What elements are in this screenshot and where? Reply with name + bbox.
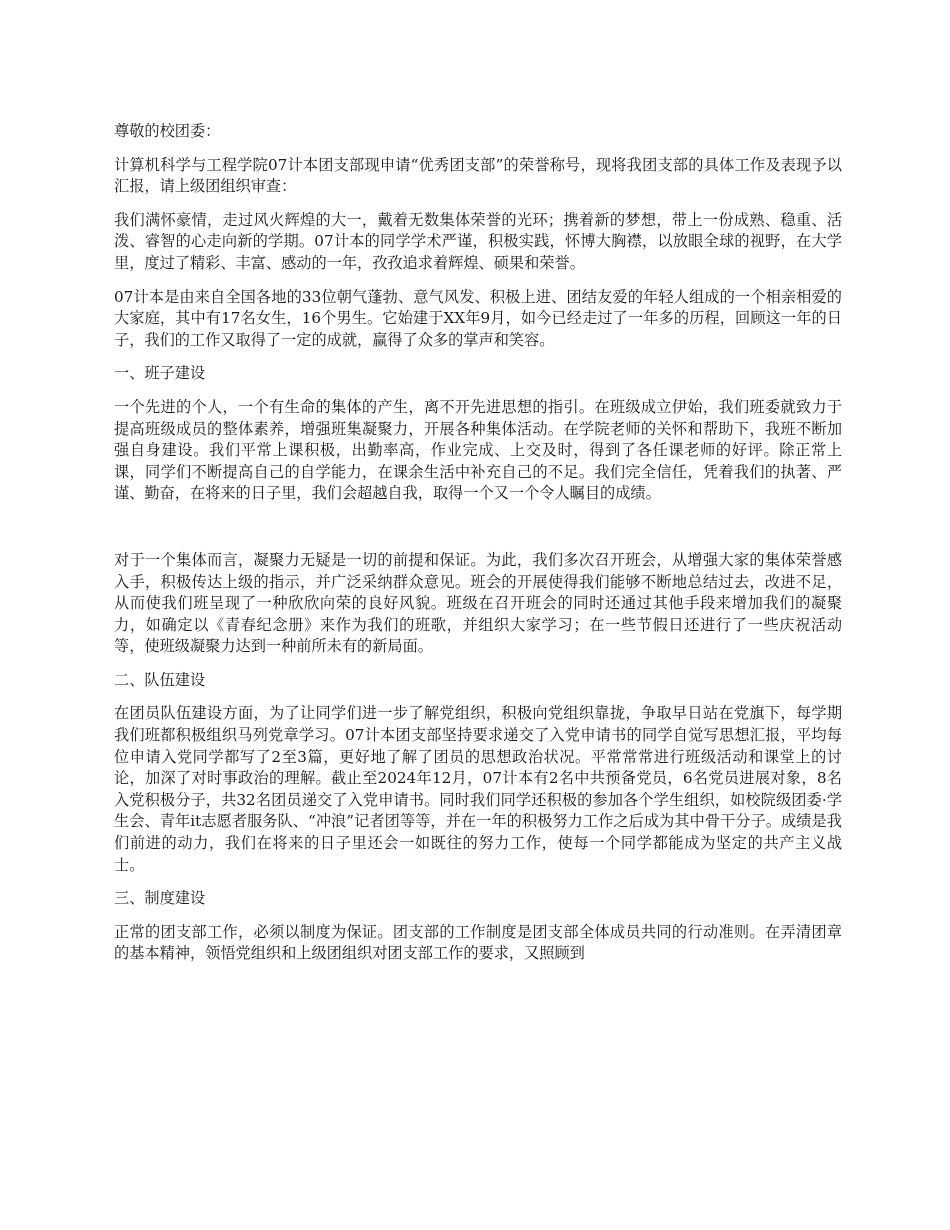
document-page [114, 121, 842, 977]
intro-paragraph: 计算机科学与工程学院07计本团支部现申请“优秀团支部”的荣誉称号，现将我团支部的具体工作及表现予以汇报，请上级团组织审查： [114, 155, 842, 196]
section-heading-3: 三、制度建设 [114, 889, 206, 908]
body-paragraph-1: 我们满怀豪情，走过风火辉煌的大一，戴着无数集体荣誉的光环；携着新的梦想，带上一份成熟、稳重、活泼、睿智的心走向新的学期。07计本的同学学术严谨，积极实践，怀博大胸襟，以放眼全球的视野，在大学里，度过了精彩、丰富、感动的一年，孜孜追求着辉煌、硕果和荣誉。 [114, 210, 842, 272]
body-paragraph-5: 在团员队伍建设方面，为了让同学们进一步了解党组织，积极向党组织靠拢，争取早日站在党旗下，每学期我们班都积极组织马列党章学习。07计本团支部坚持要求递交了入党申请书的同学自觉写思想汇报，平均每位申请入党同学都写了2至3篇，更好地了解了团员的思想政治状况。平常常常进行班级活动和课堂上的讨论，加深了对时事政治的理解。截止至2024年12月，07计本有2名中共预备党员，6名党员进展对象，8名入党积极分子，共32名团员递交了入党申请书。同时我们同学还积极的参加各个学生组织，如校院级团委·学生会、青年it志愿者服务队、“冲浪”记者团等等，并在一年的积极努力工作之后成为其中骨干分子。成绩是我们前进的动力，我们在将来的日子里还会一如既往的努力工作，使每一个同学都能成为坚定的共产主义战士。 [114, 704, 842, 874]
blank-gap [114, 517, 842, 550]
body-paragraph-2: 07计本是由来自全国各地的33位朝气蓬勃、意气风发、积极上进、团结友爱的年轻人组成的一个相亲相爱的大家庭，其中有17名女生，16个男生。它始建于XX年9月，如今已经走过了一年多的历程，回顾这一年的日子，我们的工作又取得了一定的成就，赢得了众多的掌声和笑容。 [114, 287, 842, 349]
body-paragraph-4: 对于一个集体而言，凝聚力无疑是一切的前提和保证。为此，我们多次召开班会，从增强大家的集体荣誉感入手，积极传达上级的指示，并广泛采纳群众意见。班会的开展使得我们能够不断地总结过去，改进不足，从而使我们班呈现了一种欣欣向荣的良好风貌。班级在召开班会的同时还通过其他手段来增加我们的凝聚力，如确定以《青春纪念册》来作为我们的班歌，并组织大家学习；在一些节假日还进行了一些庆祝活动等，使班级凝聚力达到一种前所未有的新局面。 [114, 550, 842, 656]
body-paragraph-6: 正常的团支部工作，必须以制度为保证。团支部的工作制度是团支部全体成员共同的行动准则。在弄清团章的基本精神，领悟党组织和上级团组织对团支部工作的要求，又照顾到 [114, 922, 842, 963]
section-heading-2: 二、队伍建设 [114, 670, 206, 689]
body-paragraph-3: 一个先进的个人，一个有生命的集体的产生，离不开先进思想的指引。在班级成立伊始，我们班委就致力于提高班级成员的整体素养，增强班集凝聚力，开展各种集体活动。在学院老师的关怀和帮助下，我班不断加强自身建设。我们平常上课积极，出勤率高，作业完成、上交及时，得到了各任课老师的好评。除正常上课，同学们不断提高自己的自学能力，在课余生活中补充自己的不足。我们完全信任，凭着我们的执著、严谨、勤奋，在将来的日子里，我们会超越自我，取得一个又一个令人瞩目的成绩。 [114, 397, 842, 503]
salutation: 尊敬的校团委： [114, 122, 221, 140]
section-heading-1: 一、班子建设 [114, 364, 206, 383]
